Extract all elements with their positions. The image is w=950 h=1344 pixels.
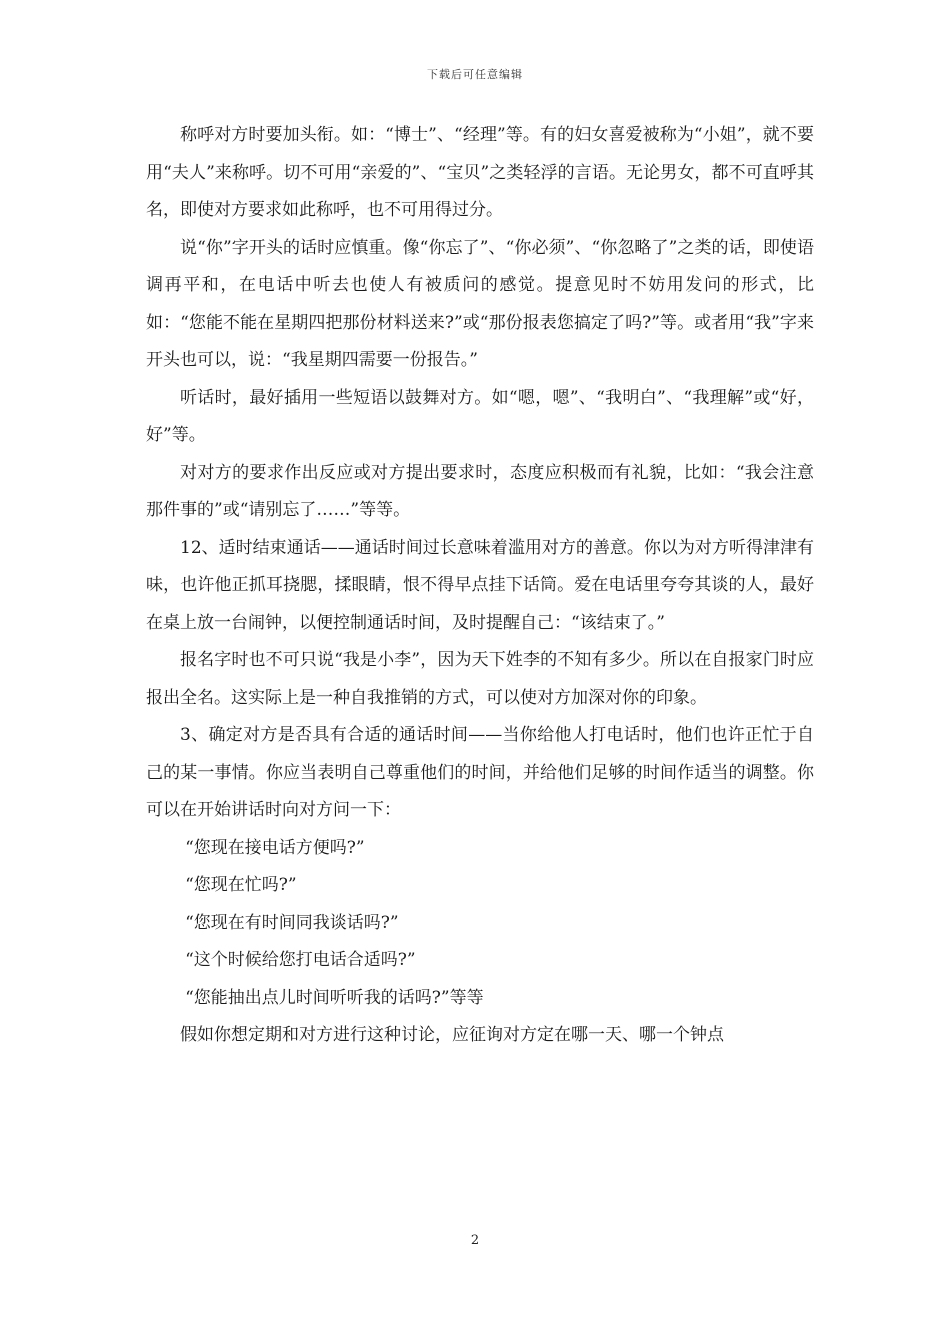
- quote-line: “您现在忙吗?”: [185, 875, 297, 895]
- page-number: 2: [470, 1233, 480, 1248]
- paragraph-schedule: 假如你想定期和对方进行这种讨论，应征询对方定在哪一天、哪一个钟点: [180, 1025, 724, 1045]
- quote-line: “您现在有时间同我谈话吗?”: [185, 912, 399, 933]
- quote-line: “您能抽出点儿时间听听我的话吗?”等等: [185, 987, 484, 1008]
- paragraph-listening: 听话时，最好插用一些短语以鼓舞对方。如“嗯，嗯”、“我明白”、“我理解”或“好，好”等。: [146, 387, 814, 445]
- paragraph-response: 对对方的要求作出反应或对方提出要求时，态度应积极而有礼貌，比如：“我会注意那件事的”或“请别忘了……”等等。: [146, 462, 814, 520]
- paragraph-end-call: 12、适时结束通话——通话时间过长意味着滥用对方的善意。你以为对方听得津津有味，也许他正抓耳挠腮，揉眼睛，恨不得早点挂下话筒。爱在电话里夸夸其谈的人，最好在桌上放一台闹钟，以便控制通话时间，及时提醒自己：“该结束了。”: [146, 537, 814, 633]
- document-body: [146, 117, 814, 1055]
- paragraph-full-name: 报名字时也不可只说“我是小李”，因为天下姓李的不知有多少。所以在自报家门时应报出全名。这实际上是一种自我推销的方式，可以使对方加深对你的印象。: [146, 650, 814, 708]
- quote-line: “您现在接电话方便吗?”: [185, 837, 365, 858]
- paragraph-call-time: 3、确定对方是否具有合适的通话时间——当你给他人打电话时，他们也许正忙于自己的某一事情。你应当表明自己尊重他们的时间，并给他们足够的时间作适当的调整。你可以在开始讲话时向对方问一下：: [146, 725, 814, 820]
- paragraph-you-phrases: 说“你”字开头的话时应慎重。像“你忘了”、“你必须”、“你忽略了”之类的话，即使语调再平和，在电话中听去也使人有被质问的感觉。提意见时不妨用发问的形式，比如：“您能不能在星期四把那份材料送来?”或“那份报表您搞定了吗?”等。或者用“我”字来开头也可以，说：“我星期四需要一份报告。”: [146, 237, 814, 370]
- paragraph-titles: 称呼对方时要加头衔。如：“博士”、“经理”等。有的妇女喜爱被称为“小姐”，就不要用“夫人”来称呼。切不可用“亲爱的”、“宝贝”之类轻浮的言语。无论男女，都不可直呼其名，即使对方要求如此称呼，也不可用得过分。: [146, 125, 814, 220]
- quote-line: “这个时候给您打电话合适吗?”: [185, 950, 416, 970]
- page-header: 下载后可任意编辑: [427, 68, 523, 81]
